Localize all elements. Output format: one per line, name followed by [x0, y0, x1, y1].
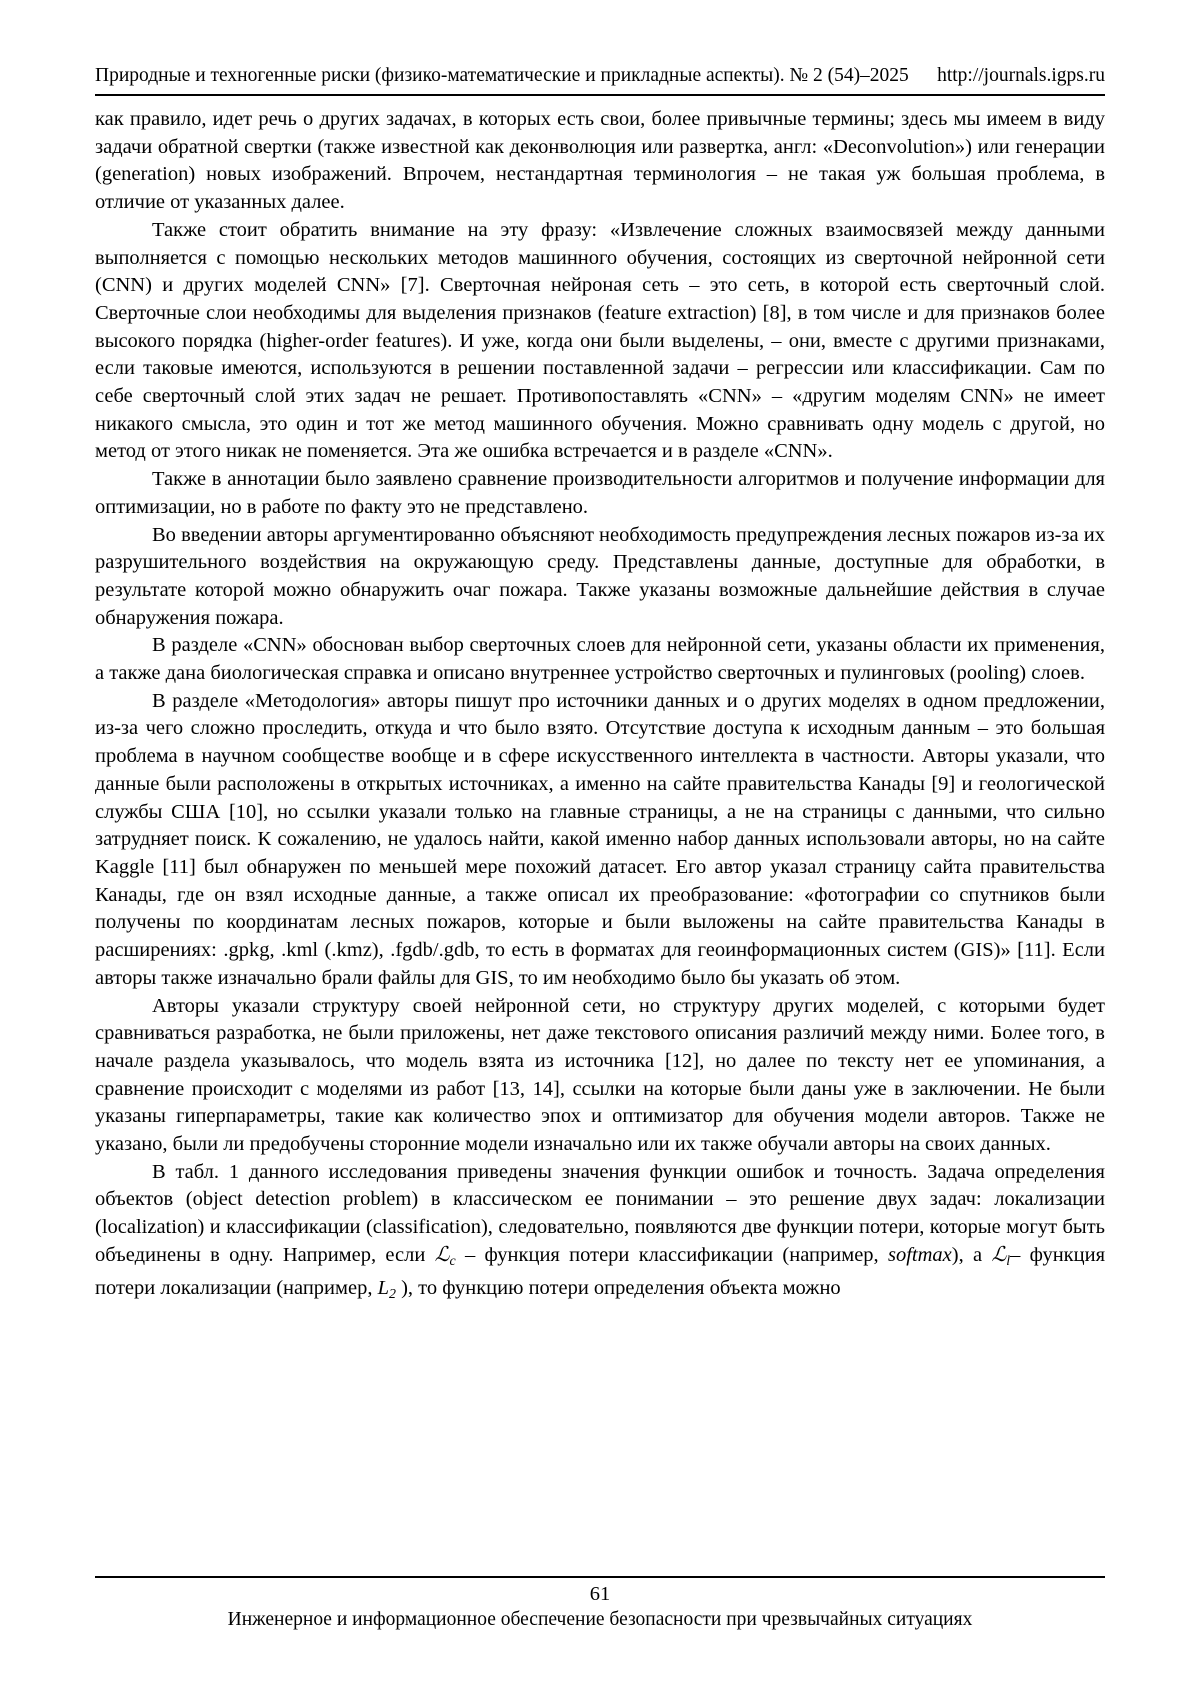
paragraph — [95, 632, 1105, 687]
paragraph — [95, 466, 1105, 521]
math-text-run: ℒ — [991, 1243, 1007, 1266]
math-text-run: l — [1006, 1253, 1011, 1269]
text-run: Авторы указали структуру своей нейронной сети, но структуру других моделей, с которыми будет сравниваться разработка, не были приложены, нет даже текстового описания различий между ними. Более того, в начале раздела указывалось, что модель взята из источника [12], но далее по тексту нет ее упоминания, а сравнение происходит с моделями из работ [13, 14], ссылки на которые были даны уже в заключении. Не были указаны гиперпараметры, такие как количество эпох и оптимизатор для обучения модели авторов. Также не указано, были ли предобучены сторонние модели изначально или их также обучали авторы на своих данных. — [95, 994, 1105, 1156]
text-run: В разделе «Методология» авторы пишут про источники данных и о других моделях в одном предложении, из-за чего сложно проследить, откуда и что было взято. Отсутствие доступа к исходным данным – это большая проблема в научном сообществе вообще и в сфере искусственного интеллекта в частности. Авторы указали, что данные были расположены в открытых источниках, а именно на сайте правительства Канады [9] и геологической службы США [10], но ссылки указали только на главные страницы, а не на страницы с данными, что сильно затрудняет поиск. К сожалению, не удалось найти, какой именно набор данных использовали авторы, но на сайте Kaggle [11] был обнаружен по меньшей мере похожий датасет. Его автор указал страницу сайта правительства Канады, где он взял исходные данные, а также описал их преобразование: «фотографии со спутников были получены по координатам лесных пожаров, которые и были выложены на сайте правительства Канады в расширениях: .gpkg, .kml (.kmz), .fgdb/.gdb, то есть в форматах для геоинформационных систем (GIS)» [11]. Если авторы также изначально брали файлы для GIS, то им необходимо было бы указать об этом. — [95, 689, 1105, 989]
text-run: Во введении авторы аргументированно объясняют необходимость предупреждения лесных пожаров из-за их разрушительного воздействия на окружающую среду. Представлены данные, доступные для обработки, в результате которой можно обнаружить очаг пожара. Также указаны возможные дальнейшие действия в случае обнаружения пожара. — [95, 523, 1105, 629]
article-body — [95, 106, 1105, 1561]
paragraph — [95, 993, 1105, 1159]
footer-divider — [95, 1576, 1105, 1578]
text-run: Также стоит обратить внимание на эту фразу: «Извлечение сложных взаимосвязей между данными выполняется с помощью нескольких методов машинного обучения, состоящих из сверточной нейронной сети (CNN) и других моделей CNN» [7]. Сверточная нейроная сеть – это сеть, в которой есть сверточный слой. Сверточные слои необходимы для выделения признаков (feature extraction) [8], в том числе и для признаков более высокого порядка (higher-order features). И уже, когда они были выделены, – они, вместе с другими признаками, если таковые имеются, используются в решении поставленной задачи – регрессии или классификации. Сам по себе сверточный слой этих задач не решает. Противопоставлять «CNN» – «другим моделям CNN» не имеет никакого смысла, это один и тот же метод машинного обучения. Можно сравнивать одну модель с другой, но метод от этого никак не поменяется. Эта же ошибка встречается и в разделе «CNN». — [95, 218, 1105, 463]
text-run: – функция потери классификации (например, — [455, 1243, 888, 1266]
text-run: Также в аннотации было заявлено сравнение производительности алгоритмов и получение информации для оптимизации, но в работе по факту это не представлено. — [95, 468, 1105, 518]
page-number: 61 — [589, 1583, 611, 1605]
text-run: как правило, идет речь о других задачах, в которых есть свои, более привычные термины; здесь мы имеем в виду задачи обратной свертки (также известной как деконволюция или развертка, англ: «Deconvolution») или генерации (generation) новых изображений. Впрочем, нестандартная терминология – не такая уж большая проблема, в отличие от указанных далее. — [95, 108, 1105, 214]
page-header — [95, 64, 1105, 96]
journal-url: http://journals.igps.ru — [937, 65, 1105, 86]
paragraph — [95, 1159, 1105, 1309]
paragraph — [95, 688, 1105, 993]
math-text-run: ℒ — [434, 1243, 450, 1266]
paragraph — [95, 217, 1105, 466]
text-run: – функция потери локализации (например, — [95, 1243, 1105, 1300]
math-text-run: softmax — [887, 1243, 952, 1266]
footer-section-title: Инженерное и информационное обеспечение безопасности при чрезвычайных ситуациях — [227, 1609, 973, 1630]
text-run: В разделе «CNN» обоснован выбор сверточных слоев для нейронной сети, указаны области их применения, а также дана биологическая справка и описано внутреннее устройство сверточных и пулинговых (pooling) слоев. — [95, 634, 1105, 685]
math-text-run: 2 — [389, 1287, 396, 1303]
text-run: ), то функцию потери определения объекта можно — [395, 1277, 841, 1300]
journal-title: Природные и техногенные риски (физико-математические и прикладные аспекты). № 2 (54)–2025 — [95, 65, 909, 86]
paragraph — [95, 106, 1105, 217]
text-run: ), а — [951, 1243, 992, 1266]
math-text-run: c — [449, 1253, 456, 1269]
text-run: В табл. 1 данного исследования приведены значения функции ошибок и точность. Задача определения объектов (object detection problem) в классическом ее понимании – это решение двух задач: локализации (localization) и классификации (classification), следовательно, появляются две функции потери, которые могут быть объединены в одну. Например, если — [95, 1160, 1105, 1266]
math-text-run: L — [377, 1277, 389, 1300]
paragraph — [95, 522, 1105, 633]
